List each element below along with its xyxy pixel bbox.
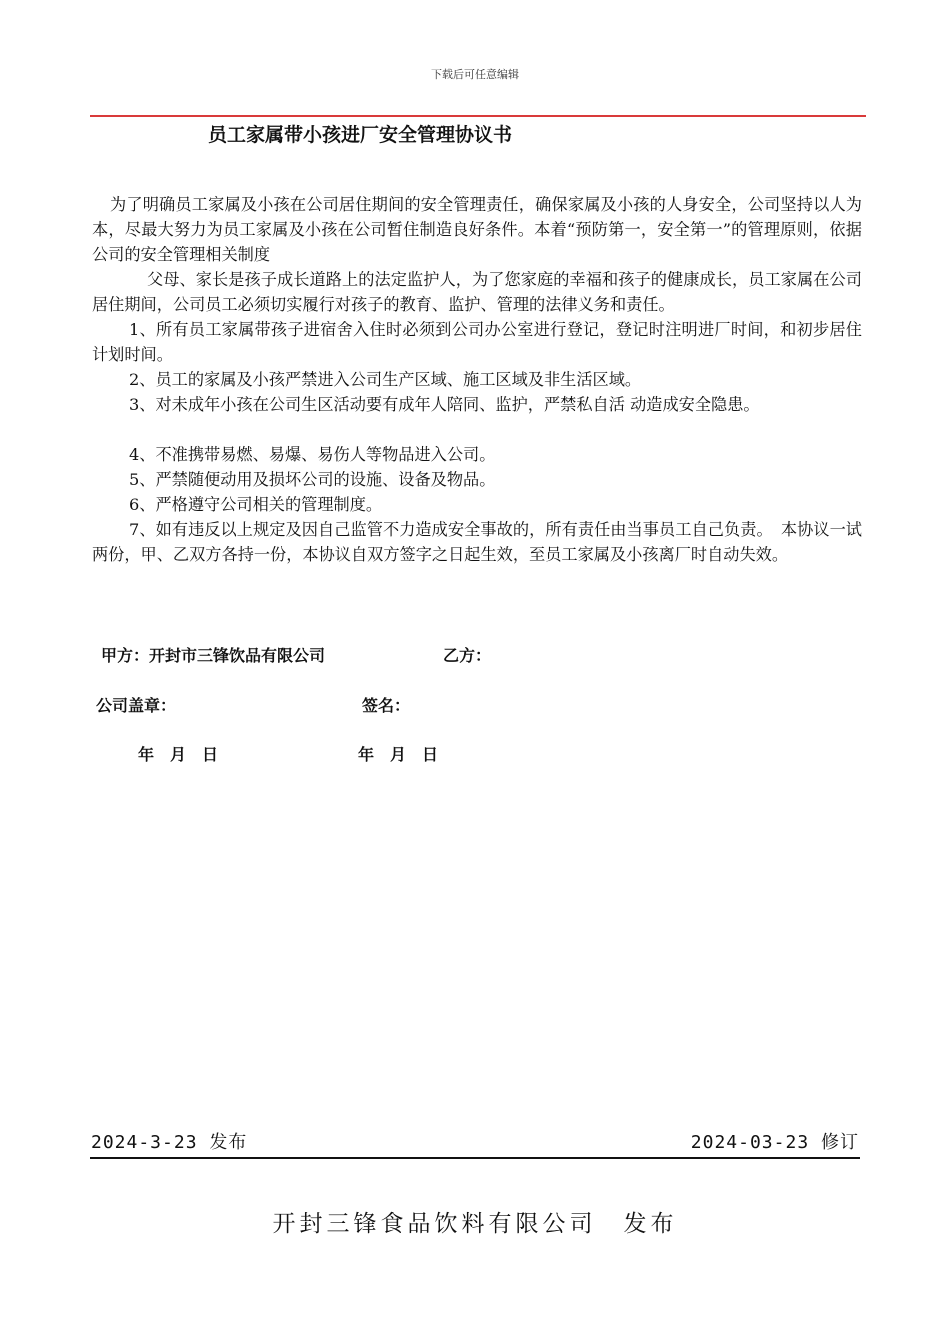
header-divider: [90, 115, 866, 117]
document-title: 员工家属带小孩进厂安全管理协议书: [208, 124, 513, 146]
published-date: 2024-3-23 发布: [91, 1132, 248, 1153]
rule-item-3: 3、对未成年小孩在公司生区活动要有成年人陪同、监护，严禁私自活 动造成安全隐患。: [129, 395, 760, 414]
footer-divider: [90, 1157, 860, 1159]
date-a-label: 年 月 日: [138, 745, 219, 764]
date-b-label: 年 月 日: [358, 745, 439, 764]
rule-item-7: 7、如有违反以上规定及因自己监管不力造成安全事故的，所有责任由当事员工自己负责。 本协议一试两份，甲、乙双方各持一份，本协议自双方签字之日起生效，至员工家属及小孩离厂时自动失效。: [92, 520, 862, 564]
rule-item-6: 6、严格遵守公司相关的管理制度。: [129, 495, 383, 514]
rule-item-4: 4、不准携带易燃、易爆、易伤人等物品进入公司。: [129, 445, 496, 464]
rule-item-5: 5、严禁随便动用及损坏公司的设施、设备及物品。: [129, 470, 496, 489]
intro-paragraph-1: 为了明确员工家属及小孩在公司居住期间的安全管理责任，确保家属及小孩的人身安全，公司坚持以人为本，尽最大努力为员工家属及小孩在公司暂住制造良好条件。本着“预防第一，安全第一”的管理原则，依据公司的安全管理相关制度: [92, 195, 862, 264]
rule-item-2: 2、员工的家属及小孩严禁进入公司生产区域、施工区域及非生活区域。: [129, 370, 642, 389]
header-note: 下载后可任意编辑: [431, 68, 519, 81]
intro-paragraph-2: 父母、家长是孩子成长道路上的法定监护人，为了您家庭的幸福和孩子的健康成长，员工家属在公司居住期间，公司员工必须切实履行对孩子的教育、监护、管理的法律义务和责任。: [92, 270, 862, 314]
document-body: [92, 192, 862, 567]
footer-company: 开封三锋食品饮料有限公司 发布: [272, 1211, 678, 1237]
signature-label: 签名：: [362, 696, 411, 715]
party-b-label: 乙方：: [443, 646, 492, 665]
company-seal-label: 公司盖章：: [96, 696, 177, 715]
revised-date: 2024-03-23 修订: [690, 1132, 859, 1153]
party-a-label: 甲方：开封市三锋饮品有限公司: [101, 646, 326, 665]
rule-item-1: 1、所有员工家属带孩子进宿舍入住时必须到公司办公室进行登记，登记时注明进厂时间，和初步居住计划时间。: [92, 320, 862, 364]
